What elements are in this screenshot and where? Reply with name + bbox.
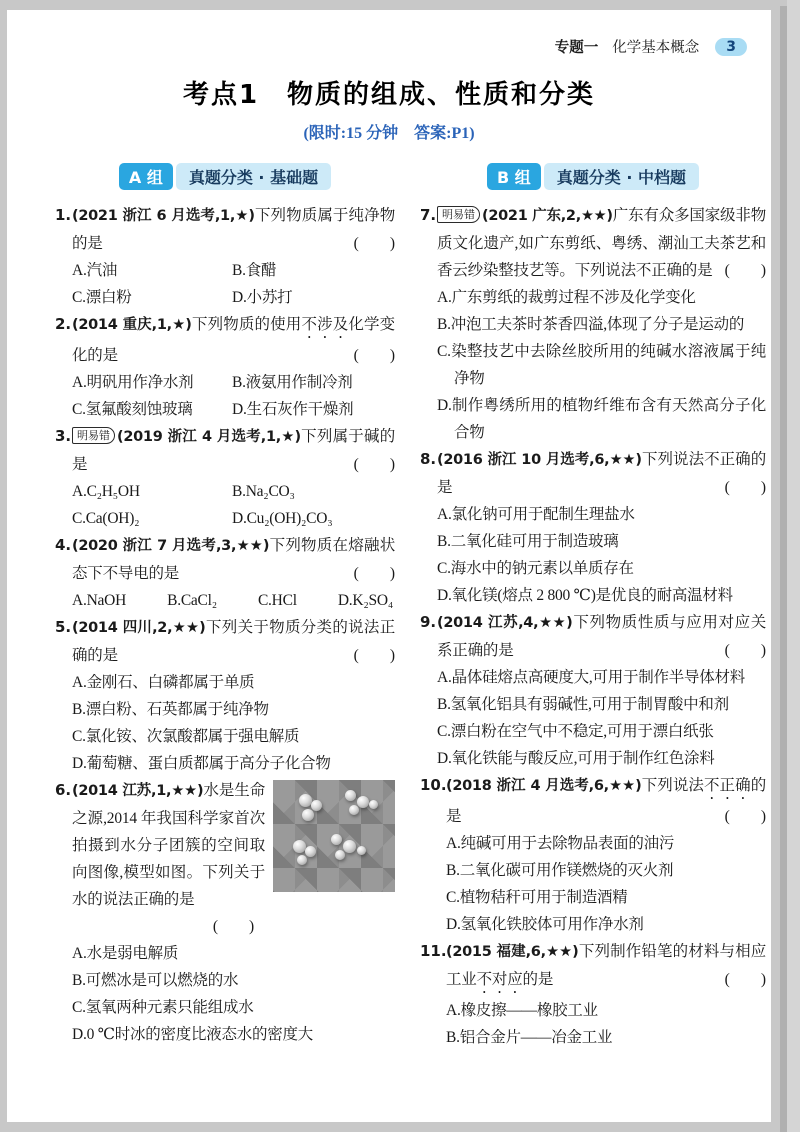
answer-bracket: ( ) [353, 456, 395, 473]
option: D.制作粤绣所用的植物纤维布含有天然高分子化合物 [437, 397, 766, 441]
option: D.葡萄糖、蛋白质都属于高分子化合物 [72, 755, 331, 772]
option: D.K₂SO₄ [337, 592, 393, 609]
question-8 [420, 446, 766, 609]
question-stem-text: 下列制作铅笔的材料与相应工业 [446, 943, 767, 988]
water-molecule-cluster-figure [273, 780, 395, 892]
option: B.氢氧化铝具有弱碱性,可用于制胃酸中和剂 [437, 696, 729, 713]
question-2 [55, 311, 395, 423]
molecule-ball [369, 800, 378, 809]
option: C.漂白粉在空气中不稳定,可用于漂白纸张 [437, 723, 714, 740]
molecule-ball [302, 809, 314, 821]
page-number-badge: 3 [715, 38, 747, 56]
option: C.HCl [257, 592, 297, 609]
option: B.液氨用作制冷剂 [232, 374, 353, 391]
option: A.广东剪纸的裁剪过程不涉及化学变化 [437, 289, 696, 306]
question-stem-text: 水是生命之源,2014 年我国科学家首次拍摄到水分子团簇的空间取向图像,模型如图。下列关于水的说法正确的是 [72, 782, 266, 908]
answer-bracket: ( ) [724, 808, 766, 825]
question-options [437, 501, 766, 609]
option: B.Na₂CO₃ [232, 483, 295, 500]
option: A.纯碱可用于去除物品表面的油污 [446, 835, 675, 852]
question-stem [72, 311, 395, 369]
question-stem [72, 202, 395, 257]
option: C.漂白粉 [72, 289, 132, 306]
question-source: (2014 江苏,4,★★) [437, 615, 573, 631]
subject-label: 化学基本概念 [612, 40, 700, 56]
question-4 [55, 532, 395, 614]
question-11 [420, 938, 766, 1051]
question-number: 9. [420, 613, 437, 631]
group-a-label: 真题分类 · 基础题 [176, 163, 331, 190]
option: C.染整技艺中去除丝胶所用的纯碱水溶液属于纯净物 [437, 343, 766, 387]
option: D.小苏打 [232, 289, 293, 306]
question-10 [420, 772, 766, 938]
option: A.晶体硅熔点高硬度大,可用于制作半导体材料 [437, 669, 745, 686]
option: D.生石灰作干燥剂 [232, 401, 354, 418]
question-stem [72, 614, 395, 669]
book-edge-shadow [780, 6, 787, 1132]
option: A.明矾用作净水剂 [72, 374, 194, 391]
question-number: 2. [55, 315, 72, 333]
molecule-ball [349, 805, 359, 815]
option: C.氢氧两种元素只能组成水 [72, 999, 254, 1016]
option: A.橡皮擦——橡胶工业 [446, 1002, 598, 1019]
question-source: (2014 江苏,1,★★) [72, 783, 204, 799]
question-stem-text: 广东有众多国家级非物质文化遗产,如广东剪纸、粤绣、潮汕工夫茶艺和香云纱染整技艺等。下列说法不正确的是 [437, 207, 766, 279]
error-prone-badge: 明易错 [72, 427, 115, 444]
option: B.二氧化硅可用于制造玻璃 [437, 533, 619, 550]
question-7 [420, 202, 766, 446]
question-options [437, 664, 766, 772]
answer-bracket: ( ) [353, 235, 395, 252]
option: B.铝合金片——冶金工业 [446, 1029, 613, 1046]
answer-bracket: ( ) [353, 647, 395, 664]
option: C.植物秸秆可用于制造酒精 [446, 889, 628, 906]
question-number: 4. [55, 536, 72, 554]
question-stem-text: 的是 [446, 777, 767, 825]
question-stem-emphasis: 不涉及 [301, 316, 349, 333]
question-stem-text: 下列说法不正确的是 [437, 451, 766, 496]
answer-bracket: ( ) [724, 262, 766, 279]
question-source: (2021 浙江 6 月选考,1,★) [72, 208, 255, 224]
question-stem-text: 下列物质在熔融状态下不导电的是 [72, 537, 396, 582]
section-title: 考点1 物质的组成、性质和分类 [182, 80, 596, 110]
question-stem-text: 下列属于碱的是 [72, 428, 395, 473]
section-subtitle: (限时:15 分钟 答案:P1) [303, 125, 475, 142]
book-page-edges [787, 0, 800, 1132]
question-number: 6. [55, 781, 72, 799]
question-source: (2021 广东,2,★★) [482, 208, 613, 224]
group-a-header [55, 163, 395, 190]
option: D.氧化铁能与酸反应,可用于制作红色涂料 [437, 750, 715, 767]
error-prone-badge: 明易错 [437, 206, 480, 223]
question-stem [72, 532, 395, 587]
option: C.海水中的钠元素以单质存在 [437, 560, 634, 577]
question-options [437, 284, 766, 446]
option: B.CaCl₂ [167, 592, 217, 609]
question-source: (2014 重庆,1,★) [72, 317, 192, 333]
question-stem-text: 下列物质属于纯净物的是 [72, 207, 396, 252]
option: D.氧化镁(熔点 2 800 ℃)是优良的耐高温材料 [437, 587, 733, 604]
question-stem [446, 772, 766, 830]
question-1 [55, 202, 395, 311]
question-number: 8. [420, 450, 437, 468]
option: B.冲泡工夫茶时茶香四溢,体现了分子是运动的 [437, 316, 745, 333]
question-options [72, 669, 395, 777]
option: C.氯化铵、次氯酸都属于强电解质 [72, 728, 300, 745]
question-options [72, 369, 395, 423]
question-source: (2015 福建,6,★★) [446, 944, 579, 960]
question-source: (2019 浙江 4 月选考,1,★) [117, 429, 301, 445]
question-options [446, 830, 766, 938]
molecule-ball [297, 855, 307, 865]
option: C.氢氟酸刻蚀玻璃 [72, 401, 193, 418]
question-stem-text: 化学变化的是 [72, 316, 395, 364]
question-number: 11. [420, 942, 447, 960]
question-stem-emphasis: 不对应 [476, 971, 523, 988]
option: D.0 ℃时冰的密度比液态水的密度大 [72, 1026, 314, 1043]
option: A.水是弱电解质 [72, 945, 179, 962]
option: B.可燃冰是可以燃烧的水 [72, 972, 239, 989]
option: C.Ca(OH)₂ [72, 510, 140, 527]
answer-bracket: ( ) [212, 918, 255, 935]
textbook-page [7, 10, 771, 1122]
page-header [555, 36, 747, 57]
question-options [72, 940, 395, 1048]
question-9 [420, 609, 766, 772]
question-options [446, 997, 766, 1051]
question-number: 7. [420, 206, 437, 224]
question-options [72, 587, 395, 614]
molecule-ball [331, 834, 342, 845]
question-stem-text: 的是 [522, 971, 554, 988]
question-6 [55, 777, 395, 1048]
molecule-ball [343, 840, 356, 853]
question-number: 1. [55, 206, 72, 224]
option: A.氯化钠可用于配制生理盐水 [437, 506, 635, 523]
option: D.氢氧化铁胶体可用作净水剂 [446, 916, 644, 933]
group-b-label: 真题分类 · 中档题 [544, 163, 699, 190]
question-stem-text: 下列物质的使用 [191, 316, 302, 333]
group-a-questions [55, 202, 395, 1048]
question-stem [72, 423, 395, 478]
column-group-b [420, 161, 766, 1051]
answer-bracket: ( ) [353, 347, 395, 364]
molecule-ball [335, 850, 345, 860]
answer-bracket: ( ) [353, 565, 395, 582]
question-stem [437, 446, 766, 501]
molecule-ball [305, 846, 316, 857]
column-group-a [55, 161, 395, 1051]
molecule-ball [357, 846, 366, 855]
question-source: (2018 浙江 4 月选考,6,★★) [446, 778, 642, 794]
question-stem [446, 938, 766, 997]
question-source: (2020 浙江 7 月选考,3,★★) [72, 538, 270, 554]
question-stem-emphasis: 不正确 [703, 777, 751, 794]
answer-bracket: ( ) [724, 971, 766, 988]
question-source: (2014 四川,2,★★) [72, 620, 206, 636]
question-5 [55, 614, 395, 777]
option: B.二氧化碳可用作镁燃烧的灭火剂 [446, 862, 674, 879]
option: A.C₂H₅OH [72, 483, 140, 500]
question-stem-text: 下列说法 [641, 777, 704, 794]
molecule-ball [345, 790, 356, 801]
question-stem-text: 下列物质性质与应用对应关系正确的是 [437, 614, 767, 659]
chapter-label: 专题一 [554, 40, 599, 56]
question-number: 3. [55, 427, 72, 445]
option: A.汽油 [72, 262, 118, 279]
question-stem [72, 777, 395, 940]
two-column-layout [7, 161, 771, 1051]
group-b-header [420, 163, 766, 190]
question-options [72, 257, 395, 311]
molecule-ball [357, 796, 369, 808]
option: D.Cu₂(OH)₂CO₃ [232, 510, 333, 527]
question-stem [437, 609, 766, 664]
option: A.NaOH [72, 592, 127, 609]
question-number: 10. [420, 776, 447, 794]
group-a-badge: A 组 [119, 163, 173, 190]
option: B.食醋 [232, 262, 277, 279]
question-options [72, 478, 395, 532]
question-number: 5. [55, 618, 72, 636]
molecule-ball [311, 800, 322, 811]
group-b-badge: B 组 [487, 163, 541, 190]
question-3 [55, 423, 395, 532]
option: B.漂白粉、石英都属于纯净物 [72, 701, 269, 718]
question-stem-text: 下列关于物质分类的说法正确的是 [72, 619, 396, 664]
question-stem [437, 202, 766, 284]
question-source: (2016 浙江 10 月选考,6,★★) [437, 452, 642, 468]
answer-bracket: ( ) [724, 479, 766, 496]
option: A.金刚石、白磷都属于单质 [72, 674, 255, 691]
answer-bracket: ( ) [724, 642, 766, 659]
group-b-questions [420, 202, 766, 1051]
